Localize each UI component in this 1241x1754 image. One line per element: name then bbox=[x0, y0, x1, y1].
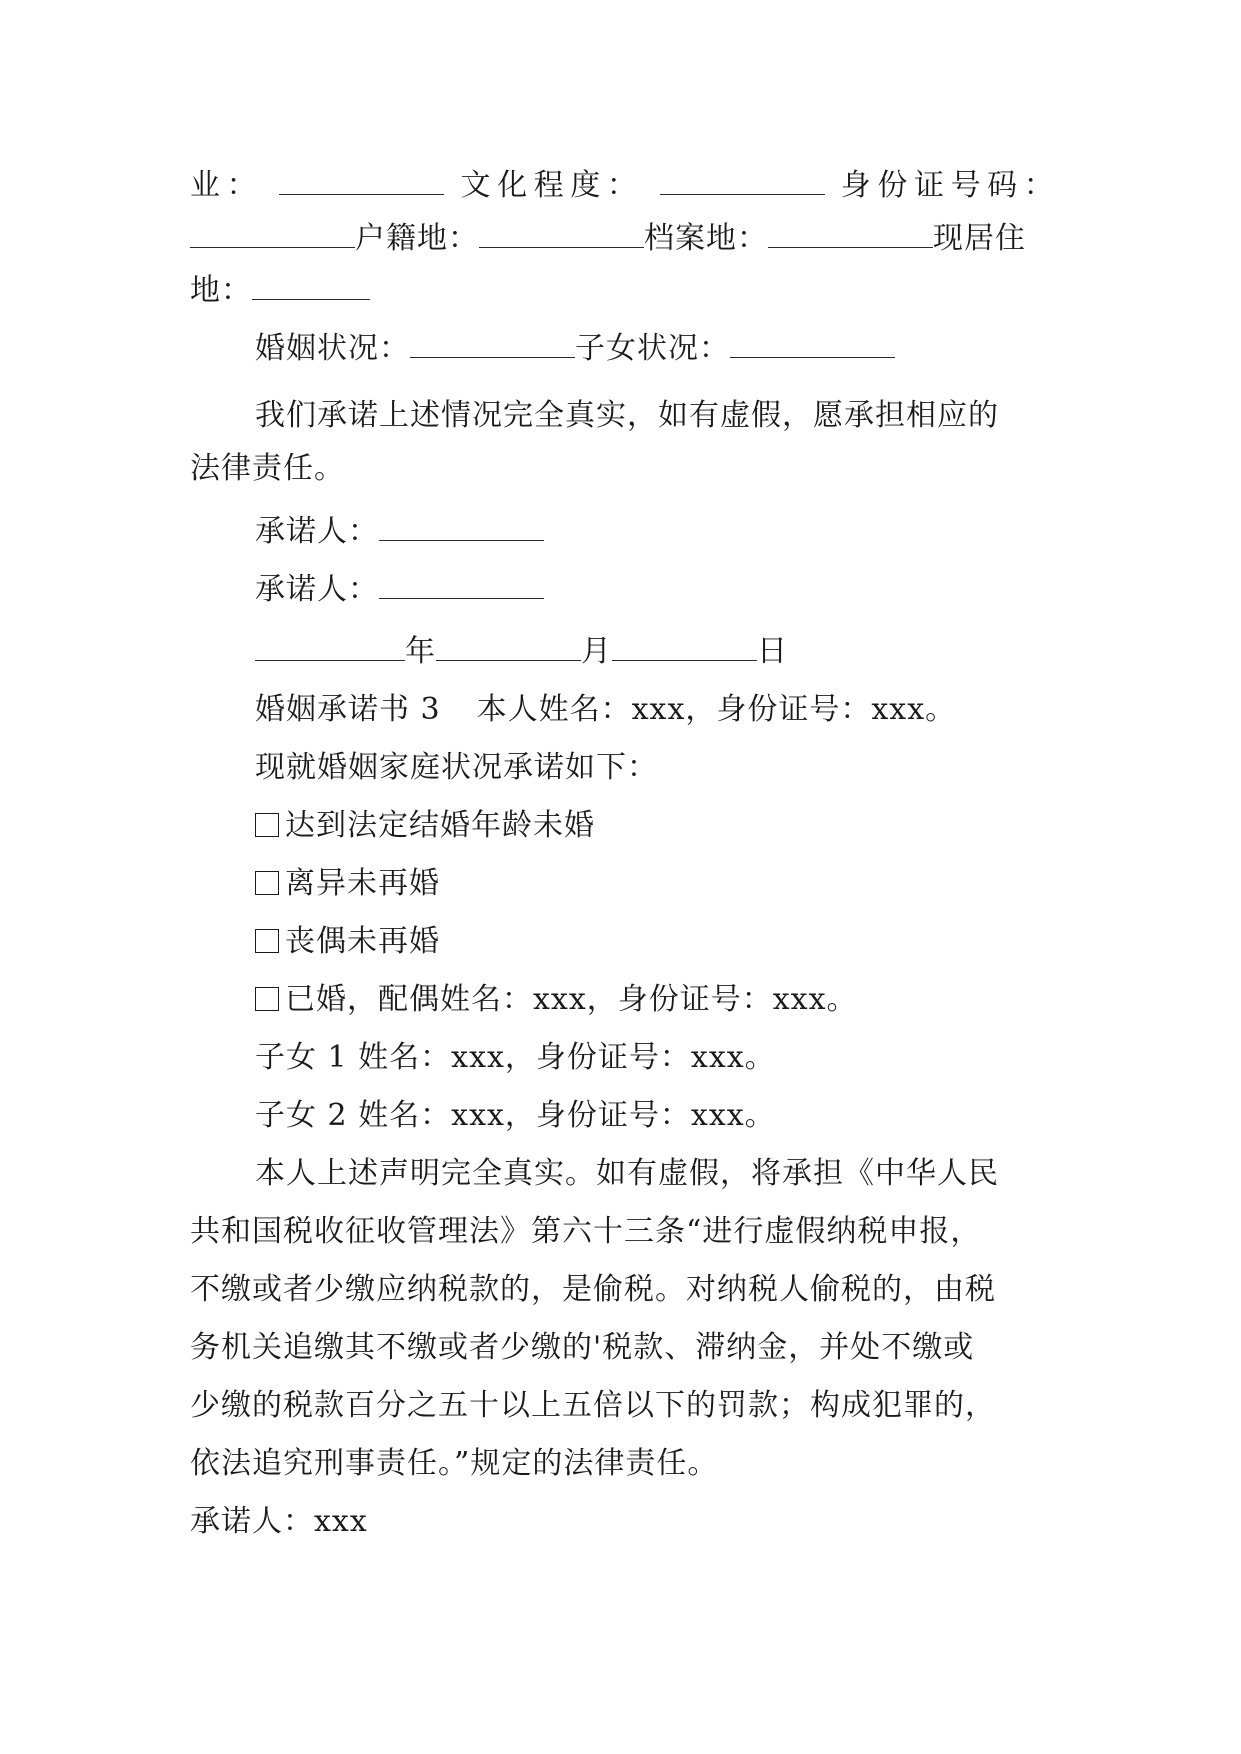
option-divorced bbox=[255, 855, 440, 913]
final-signer-line bbox=[190, 1493, 368, 1551]
children-status-label: 子女状况： bbox=[575, 331, 730, 366]
name-id-line: 本人姓名：xxx，身份证号：xxx。 bbox=[476, 692, 957, 727]
household-label: 户籍地： bbox=[355, 221, 479, 256]
pledge-statement-line-2 bbox=[190, 440, 345, 498]
signer-line-1 bbox=[255, 503, 544, 561]
child1-line bbox=[255, 1029, 776, 1087]
checkbox-icon[interactable] bbox=[255, 813, 279, 837]
year-label: 年 bbox=[405, 634, 436, 669]
residence-label-part1: 现居住 bbox=[933, 221, 1026, 256]
day-blank bbox=[612, 638, 757, 661]
occupation-blank bbox=[279, 172, 444, 195]
month-label: 月 bbox=[581, 634, 612, 669]
pledge-statement-text-2: 法律责任。 bbox=[190, 451, 345, 486]
option-label: 达到法定结婚年龄未婚 bbox=[285, 808, 595, 843]
info-line-3 bbox=[190, 262, 370, 320]
declaration-line bbox=[190, 1203, 981, 1261]
pledge-statement-line-1 bbox=[255, 387, 999, 445]
checkbox-icon[interactable] bbox=[255, 871, 279, 895]
signer-blank-2 bbox=[379, 576, 544, 599]
intro-text: 现就婚姻家庭状况承诺如下： bbox=[255, 750, 658, 785]
document-title: 婚姻承诺书 3 bbox=[255, 692, 441, 727]
final-signer-text: 承诺人：xxx bbox=[190, 1504, 368, 1539]
day-label: 日 bbox=[757, 634, 788, 669]
household-blank bbox=[479, 225, 644, 248]
marital-children-line bbox=[255, 320, 895, 378]
archive-blank bbox=[768, 225, 933, 248]
info-line-1 bbox=[190, 157, 1060, 215]
checkbox-icon[interactable] bbox=[255, 987, 279, 1011]
declaration-text: 务机关追缴其不缴或者少缴的'税款、滞纳金，并处不缴或 bbox=[190, 1330, 975, 1365]
declaration-text: 本人上述声明完全真实。如有虚假，将承担《中华人民 bbox=[255, 1156, 999, 1191]
option-label: 已婚，配偶姓名：xxx，身份证号：xxx。 bbox=[285, 982, 858, 1017]
pledge-statement-text-1: 我们承诺上述情况完全真实，如有虚假，愿承担相应的 bbox=[255, 398, 999, 433]
education-blank bbox=[660, 172, 825, 195]
declaration-text: 依法追究刑事责任。”规定的法律责任。 bbox=[190, 1446, 719, 1481]
occupation-label: 业： bbox=[190, 168, 264, 203]
signer-line-2 bbox=[255, 561, 544, 619]
marital-status-blank bbox=[410, 335, 575, 358]
marital-status-label: 婚姻状况： bbox=[255, 331, 410, 366]
declaration-text: 不缴或者少缴应纳税款的，是偷税。对纳税人偷税的，由税 bbox=[190, 1272, 996, 1307]
declaration-line bbox=[190, 1435, 718, 1493]
education-label: 文化程度： bbox=[460, 168, 644, 203]
signer-label-2: 承诺人： bbox=[255, 572, 379, 607]
signer-blank-1 bbox=[379, 518, 544, 541]
declaration-text: 共和国税收征收管理法》第六十三条“进行虚假纳税申报， bbox=[190, 1214, 982, 1249]
child2-line bbox=[255, 1087, 776, 1145]
declaration-line bbox=[190, 1319, 974, 1377]
month-blank bbox=[436, 638, 581, 661]
option-married bbox=[255, 971, 858, 1029]
signer-label-1: 承诺人： bbox=[255, 514, 379, 549]
id-number-blank bbox=[190, 225, 355, 248]
id-number-label: 身份证号码： bbox=[840, 168, 1061, 203]
info-line-2 bbox=[190, 210, 1026, 268]
intro-line bbox=[255, 739, 658, 797]
option-widowed bbox=[255, 913, 440, 971]
document3-title-line bbox=[255, 681, 956, 739]
archive-label: 档案地： bbox=[644, 221, 768, 256]
date-line bbox=[255, 623, 788, 681]
residence-label-part2: 地： bbox=[190, 273, 252, 308]
child1-text: 子女 1 姓名：xxx，身份证号：xxx。 bbox=[255, 1040, 776, 1075]
declaration-line bbox=[190, 1377, 996, 1435]
declaration-line bbox=[255, 1145, 999, 1203]
children-status-blank bbox=[730, 335, 895, 358]
year-blank bbox=[255, 638, 405, 661]
declaration-line bbox=[190, 1261, 996, 1319]
checkbox-icon[interactable] bbox=[255, 929, 279, 953]
option-label: 丧偶未再婚 bbox=[285, 924, 440, 959]
declaration-text: 少缴的税款百分之五十以上五倍以下的罚款；构成犯罪的， bbox=[190, 1388, 996, 1423]
residence-blank bbox=[252, 277, 370, 300]
option-unmarried bbox=[255, 797, 595, 855]
option-label: 离异未再婚 bbox=[285, 866, 440, 901]
child2-text: 子女 2 姓名：xxx，身份证号：xxx。 bbox=[255, 1098, 776, 1133]
